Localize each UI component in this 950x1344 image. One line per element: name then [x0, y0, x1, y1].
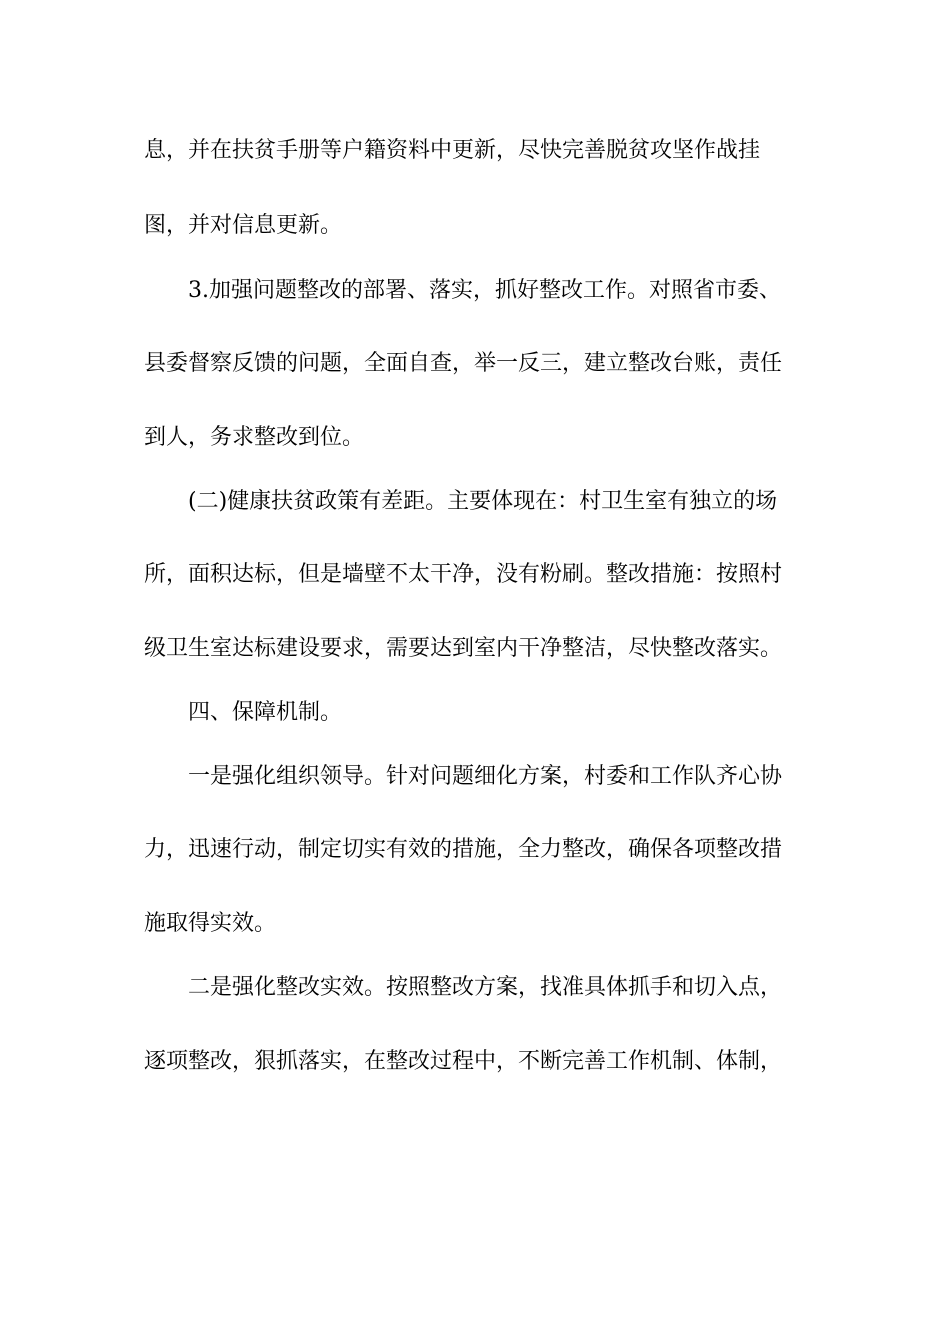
text-line: 县委督察反馈的问题，全面自查，举一反三，建立整改台账，责任	[144, 351, 783, 376]
text-line: 二是强化整改实效。按照整改方案，找准具体抓手和切入点，	[188, 975, 783, 1000]
text-line: (二)健康扶贫政策有差距。主要体现在：村卫生室有独立的场	[188, 489, 778, 514]
text-line: 到人，务求整改到位。	[144, 425, 365, 450]
section-heading: 四、保障机制。	[188, 700, 343, 725]
text-line: 一是强化组织领导。针对问题细化方案，村委和工作队齐心协	[188, 764, 783, 789]
text-line: 逐项整改，狠抓落实，在整改过程中，不断完善工作机制、体制，	[144, 1049, 783, 1074]
text-line: 力，迅速行动，制定切实有效的措施，全力整改，确保各项整改措	[144, 837, 783, 862]
text-line: 3.加强问题整改的部署、落实，抓好整改工作。对照省市委、	[188, 278, 781, 303]
text-line: 图，并对信息更新。	[144, 213, 343, 238]
text-line: 级卫生室达标建设要求，需要达到室内干净整洁，尽快整改落实。	[144, 636, 783, 661]
text-line: 息，并在扶贫手册等户籍资料中更新，尽快完善脱贫攻坚作战挂	[144, 138, 761, 163]
text-line: 所，面积达标，但是墙壁不太干净，没有粉刷。整改措施：按照村	[144, 562, 783, 587]
text-line: 施取得实效。	[144, 911, 277, 936]
